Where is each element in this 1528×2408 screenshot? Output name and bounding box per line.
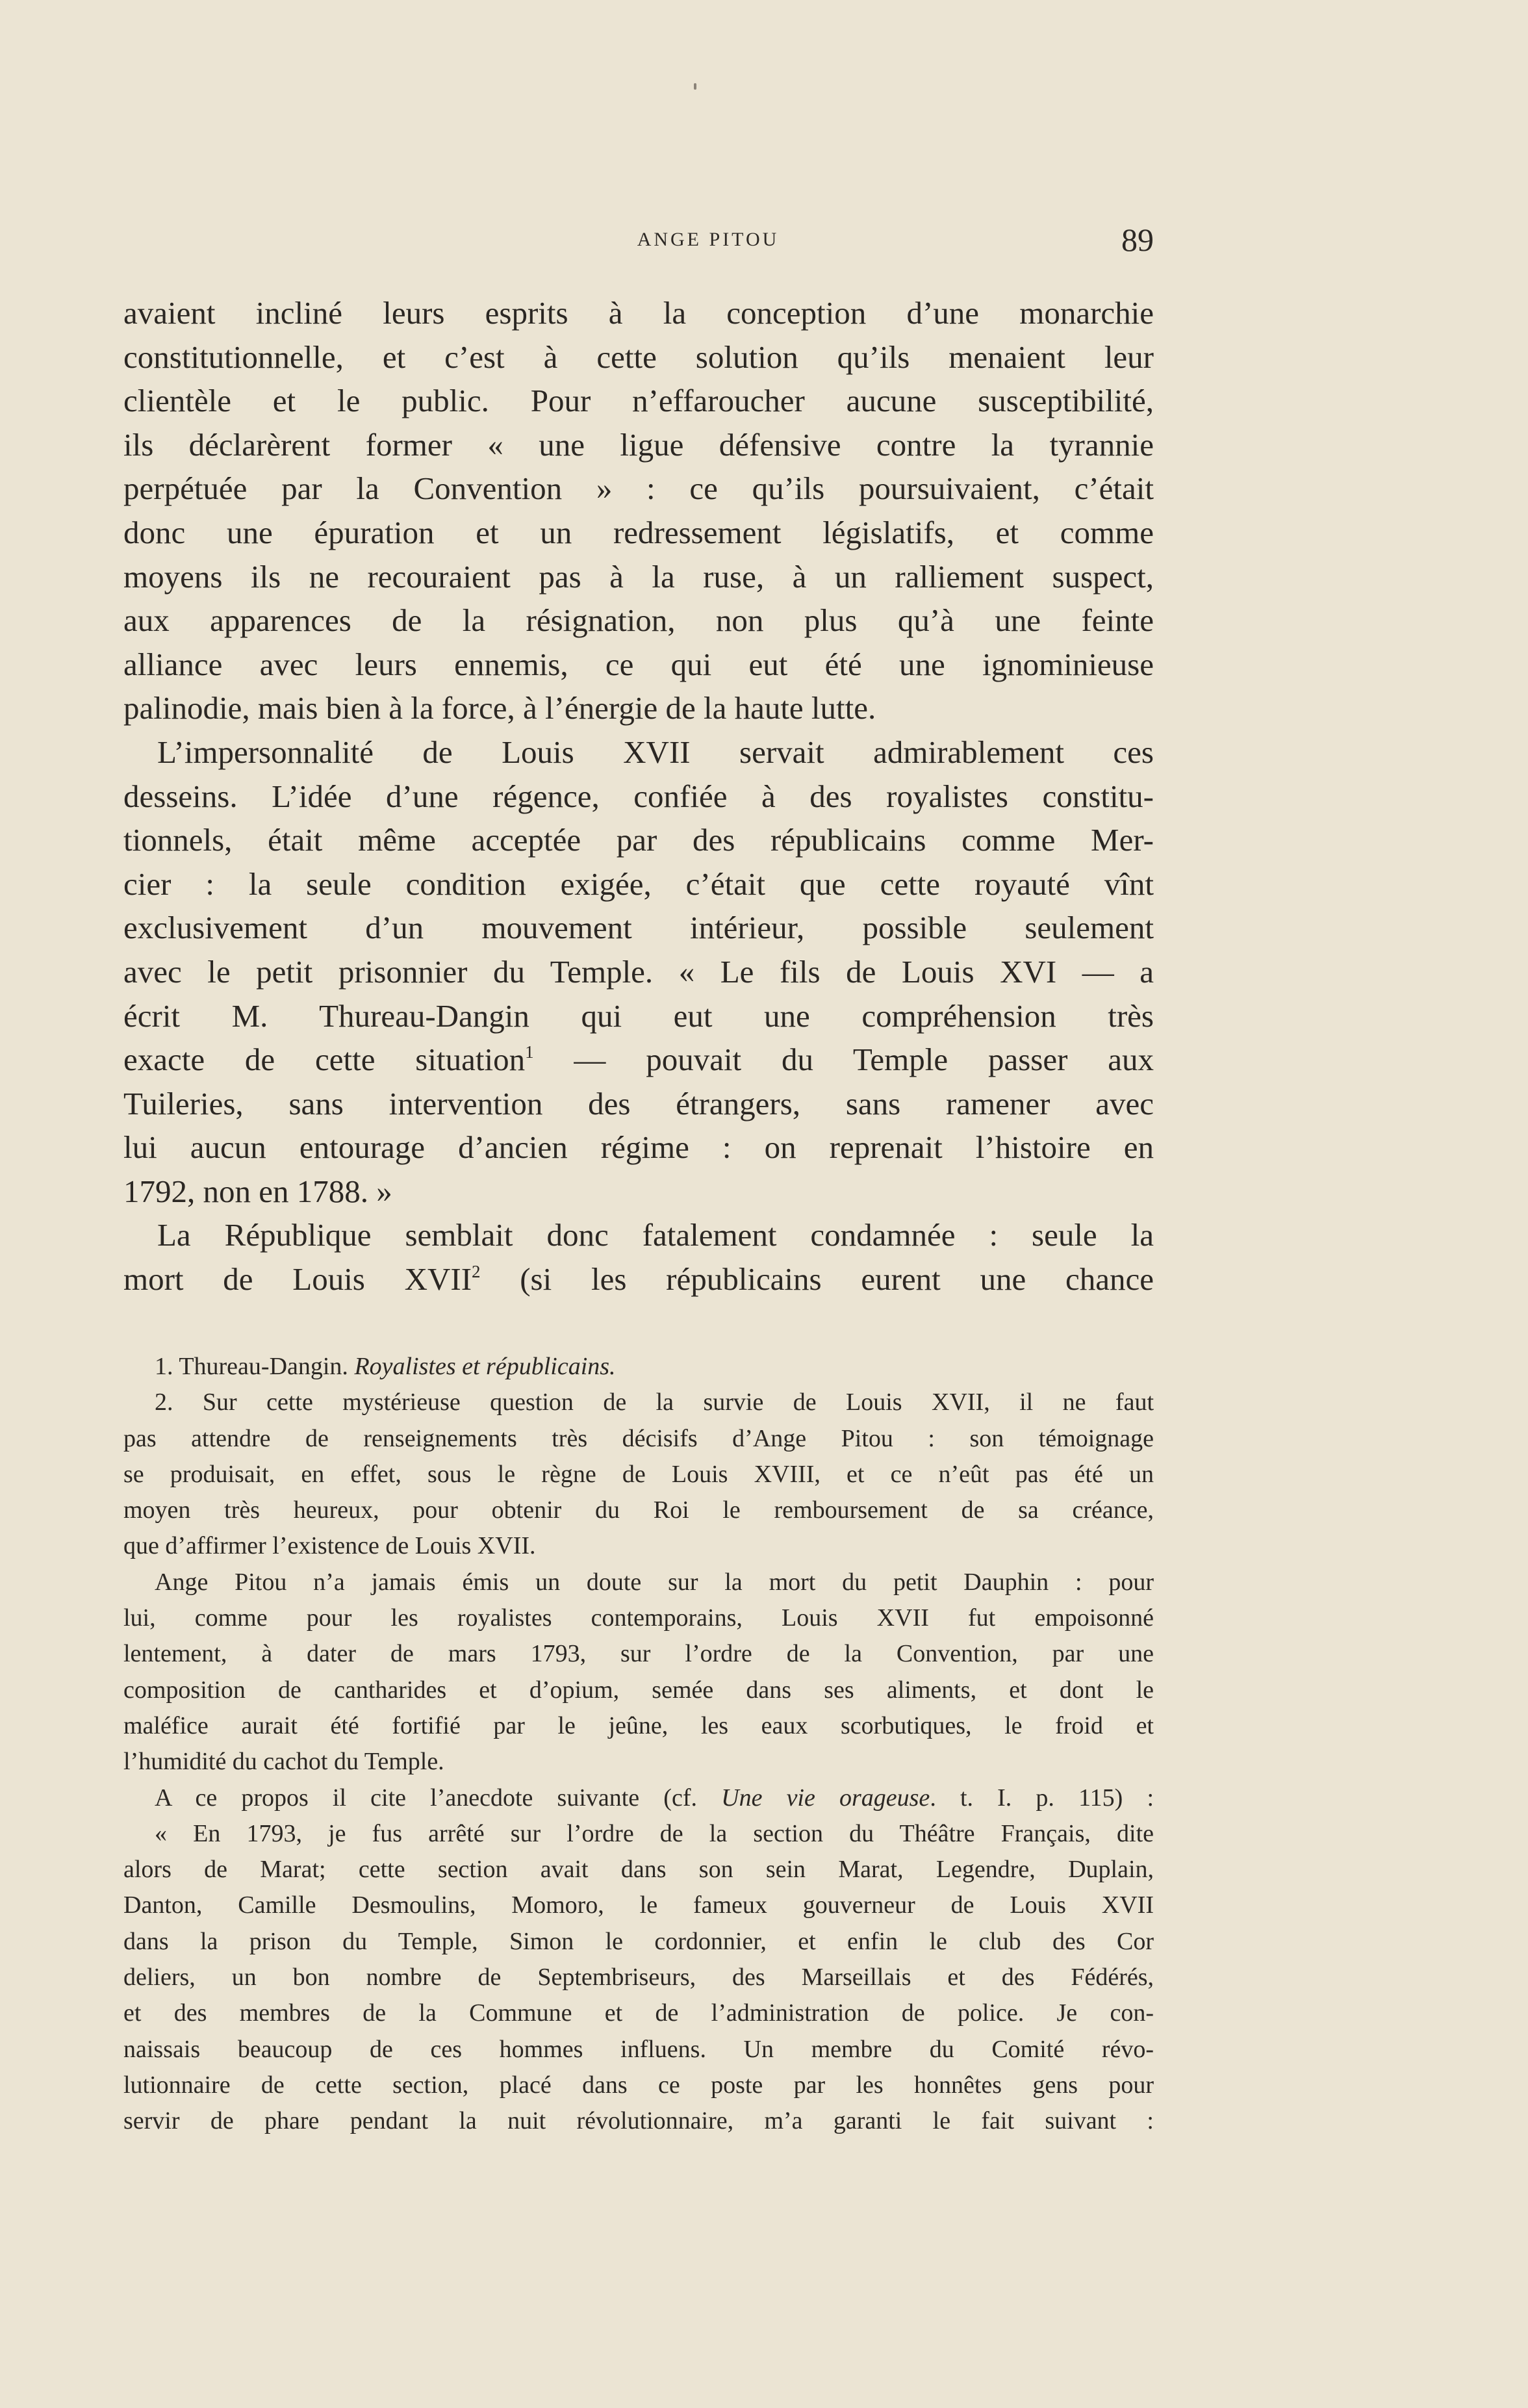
footnote-line [123, 1672, 1154, 1708]
text-line [123, 862, 1154, 906]
footnote-line [123, 1565, 1154, 1600]
footnote-line [123, 1457, 1154, 1492]
footnote-line-text: moyen très heureux, pour obtenir du Roi le remboursement de sa créance, [123, 1496, 1154, 1524]
footnote-line [123, 2032, 1154, 2068]
running-head [123, 222, 1154, 261]
text-line [123, 555, 1154, 599]
footnotes [123, 1349, 1154, 2140]
footnote-line-text: A ce propos il cite l’anecdote suivante (cf. [155, 1784, 722, 1812]
footnote-line [123, 1995, 1154, 2031]
main-text [123, 291, 1154, 1301]
text-line-text: moyens ils ne recouraient pas à la ruse, à un ralliement suspect, [123, 558, 1154, 595]
footnote-line [123, 1528, 1154, 1564]
footnote-line [123, 1816, 1154, 1852]
footnote-line-text: pas attendre de renseignements très décisifs d’Ange Pitou : son témoignage [123, 1424, 1154, 1452]
footnote-line [123, 1492, 1154, 1528]
footnote-line-text: maléfice aurait été fortifié par le jeûne, les eaux scorbutiques, le froid et [123, 1711, 1154, 1739]
footnote-line [123, 1600, 1154, 1636]
footnote-line-text: naissais beaucoup de ces hommes influens. Un membre du Comité révo- [123, 2035, 1154, 2063]
running-title: ANGE PITOU [637, 229, 780, 250]
text-line [123, 511, 1154, 555]
text-line [123, 818, 1154, 862]
text-line-text: Tuileries, sans intervention des étrangers, sans ramener avec [123, 1085, 1154, 1121]
footnote-line [123, 1636, 1154, 1672]
footnote-line [123, 1924, 1154, 1960]
footnote-line-text: et des membres de la Commune et de l’administration de police. Je con- [123, 1999, 1154, 2027]
text-line [123, 1257, 1154, 1301]
text-line-text: L’impersonnalité de Louis XVII servait admirablement ces [157, 734, 1154, 770]
text-line [123, 1082, 1154, 1126]
footnote-line-text: alors de Marat; cette section avait dans son sein Marat, Legendre, Duplain, [123, 1856, 1154, 1884]
footnote-line-text: composition de cantharides et d’opium, semée dans ses aliments, et dont le [123, 1676, 1154, 1704]
footnote-line-text-cont: . t. I. p. 115) : [930, 1784, 1154, 1812]
footnote-line-text: lutionnaire de cette section, placé dans ce poste par les honnêtes gens pour [123, 2071, 1154, 2099]
text-line [123, 994, 1154, 1038]
footnote-line-text: lui, comme pour les royalistes contemporains, Louis XVII fut empoisonné [123, 1604, 1154, 1632]
text-line [123, 423, 1154, 467]
footnote-line-text: lentement, à dater de mars 1793, sur l’ordre de la Convention, par une [123, 1640, 1154, 1668]
footnote-line [123, 1421, 1154, 1457]
footnote-marker: 1 [525, 1042, 534, 1062]
text-line-text: clientèle et le public. Pour n’effaroucher aucune susceptibilité, [123, 383, 1154, 419]
footnote-line [123, 1960, 1154, 1995]
text-line-text: mort de Louis XVII [123, 1261, 472, 1298]
footnote-line [123, 1349, 1154, 1385]
footnote-line-text: deliers, un bon nombre de Septembriseurs, des Marseillais et des Fédérés, [123, 1964, 1154, 1992]
footnote-line [123, 2103, 1154, 2139]
text-line [123, 379, 1154, 423]
text-line [123, 1213, 1154, 1257]
text-line [123, 686, 1154, 730]
footnote-line-text: que d’affirmer l’existence de Louis XVII. [123, 1532, 536, 1560]
text-line-text: lui aucun entourage d’ancien régime : on reprenait l’histoire en [123, 1129, 1154, 1166]
text-line [123, 291, 1154, 335]
footnote-line [123, 1385, 1154, 1420]
text-line [123, 950, 1154, 994]
text-line-text: alliance avec leurs ennemis, ce qui eut été une ignominieuse [123, 646, 1154, 682]
footnote-line-text: dans la prison du Temple, Simon le cordonnier, et enfin le club des Cor [123, 1927, 1154, 1955]
text-line-text: desseins. L’idée d’une régence, confiée à des royalistes constitu- [123, 778, 1154, 814]
footnote-marker: 2 [472, 1262, 481, 1282]
footnote-line-text: servir de phare pendant la nuit révolutionnaire, m’a garanti le fait suivant : [123, 2107, 1154, 2135]
text-line-text-cont: — pouvait du Temple passer aux [533, 1042, 1154, 1078]
footnote-line-text: Danton, Camille Desmoulins, Momoro, le fameux gouverneur de Louis XVII [123, 1891, 1154, 1919]
page-number: 89 [1121, 222, 1154, 258]
text-line-text: exacte de cette situation [123, 1042, 526, 1078]
text-line [123, 775, 1154, 819]
footnote-line-text: 2. Sur cette mystérieuse question de la survie de Louis XVII, il ne faut [155, 1389, 1154, 1416]
text-line-text: ils déclarèrent former « une ligue défensive contre la tyrannie [123, 426, 1154, 463]
italic-title: Une vie orageuse [721, 1784, 930, 1812]
text-line [123, 1038, 1154, 1082]
footnote-line [123, 2068, 1154, 2103]
text-line [123, 643, 1154, 687]
text-line [123, 1170, 1154, 1214]
text-line-text-cont: (si les républicains eurent une chance [480, 1261, 1154, 1298]
text-line [123, 335, 1154, 379]
text-line-text: cier : la seule condition exigée, c’était que cette royauté vînt [123, 865, 1154, 902]
footnote-line-text: se produisait, en effet, sous le règne de Louis XVIII, et ce n’eût pas été un [123, 1460, 1154, 1488]
text-line-text: tionnels, était même acceptée par des républicains comme Mer- [123, 822, 1154, 858]
text-line-text: avec le petit prisonnier du Temple. « Le fils de Louis XVI — a [123, 953, 1154, 990]
text-line-text: avaient incliné leurs esprits à la conception d’une monarchie [123, 295, 1154, 331]
text-line-text: palinodie, mais bien à la force, à l’énergie de la haute lutte. [123, 690, 876, 726]
text-line-text: perpétuée par la Convention » : ce qu’ils poursuivaient, c’était [123, 470, 1154, 507]
paper-speck [694, 83, 696, 90]
footnote-line-text: 1. Thureau-Dangin. [155, 1353, 355, 1380]
text-line-text: constitutionnelle, et c’est à cette solution qu’ils menaient leur [123, 339, 1154, 375]
footnote-line-text: l’humidité du cachot du Temple. [123, 1748, 444, 1776]
footnote-line [123, 1780, 1154, 1816]
text-line [123, 906, 1154, 950]
footnote-line [123, 1744, 1154, 1780]
footnote-line-text: Ange Pitou n’a jamais émis un doute sur la mort du petit Dauphin : pour [155, 1568, 1154, 1596]
text-line-text: La République semblait donc fatalement condamnée : seule la [157, 1217, 1154, 1253]
footnote-line [123, 1708, 1154, 1744]
text-line [123, 598, 1154, 643]
italic-title: Royalistes et républicains. [354, 1353, 616, 1380]
text-line [123, 1125, 1154, 1170]
footnote-line-text: « En 1793, je fus arrêté sur l’ordre de la section du Théâtre Français, dite [155, 1819, 1154, 1847]
text-line-text: écrit M. Thureau-Dangin qui eut une compréhension très [123, 997, 1154, 1034]
text-line-text: aux apparences de la résignation, non plus qu’à une feinte [123, 602, 1154, 639]
text-line [123, 730, 1154, 775]
text-line-text: donc une épuration et un redressement législatifs, et comme [123, 514, 1154, 550]
footnote-line [123, 1888, 1154, 1923]
text-line-text: 1792, non en 1788. » [123, 1173, 392, 1209]
text-line-text: exclusivement d’un mouvement intérieur, possible seulement [123, 910, 1154, 946]
text-line [123, 467, 1154, 511]
footnote-line [123, 1852, 1154, 1888]
